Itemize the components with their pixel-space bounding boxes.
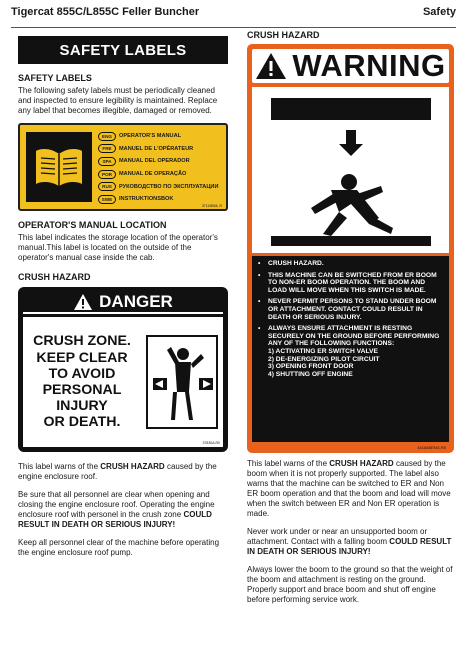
lower-boom-paragraph: Always lower the boom to the ground so that the weight of the boom and attachment is resting on the ground. Properly support and brace boom and shut off engine before performing service work.: [247, 565, 453, 604]
left-column: [18, 36, 228, 558]
label-part-number: 44184BENG.R0: [417, 445, 446, 450]
danger-label-description: This label warns of the CRUSH HAZARD caused by the engine enclosure roof.: [18, 462, 217, 481]
label-part-number: 37830A.R0: [202, 441, 220, 445]
danger-header: [23, 292, 223, 314]
warning-bullet: • NEVER PERMIT PERSONS TO STAND UNDER BOOM OR ATTACHMENT. CONTACT COULD RESULT IN DEATH OR SERIOUS INJURY.: [258, 298, 443, 321]
warning-bullet: • CRUSH HAZARD.: [258, 260, 443, 268]
warning-triangle-icon: [73, 293, 93, 311]
keep-clear-paragraph: Keep all personnel clear of the machine before operating the engine enclosure roof pump.: [18, 538, 220, 557]
book-icon: [26, 132, 92, 202]
language-list: [98, 130, 218, 206]
language-item: FRE MANUEL DE L'OPÉRATEUR: [98, 143, 218, 156]
warning-header: [252, 49, 449, 83]
warning-crush-hazard-label: [247, 44, 454, 453]
danger-body: [23, 317, 223, 447]
function-steps: 1) ACTIVATING ER SWITCH VALVE 2) DE-ENERGIZING PILOT CIRCUIT 3) OPENING FRONT DOOR 4) SHUTTING OFF ENGINE: [268, 347, 380, 378]
operators-manual-label: [18, 123, 228, 211]
intro-paragraph: The following safety labels must be periodically cleaned and inspected to ensure legibility is maintained. Replace any label that becomes illegible, damaged or removed.: [18, 86, 218, 115]
personnel-clear-paragraph: Be sure that all personnel are clear when opening and closing the engine enclosure roof. Operating the engine enclosure roof with personel in the crush zone COULD RESULT IN DEATH OR SERIOUS INJURY!: [18, 490, 215, 529]
language-item: RUS РУКОВОДСТВО ПО ЭКСПЛУАТАЦИИ: [98, 180, 218, 193]
language-item: SPA MANUAL DEL OPERADOR: [98, 155, 218, 168]
warning-word: WARNING: [292, 48, 446, 83]
manual-location-text: This label indicates the storage location of the operator's manual.This label is located on the outside of the operator's manual case inside the cab.: [18, 233, 218, 262]
language-item: POR MANUAL DE OPERAÇÃO: [98, 168, 218, 181]
right-column: [247, 30, 457, 605]
danger-crush-zone-label: [18, 287, 228, 452]
unsupported-boom-paragraph: Never work under or near an unsupported boom or attachment. Contact with a falling boom COULD RESULT IN DEATH OR SERIOUS INJURY!: [247, 527, 452, 556]
section-heading: SAFETY LABELS: [18, 73, 92, 83]
crush-hazard-heading: CRUSH HAZARD: [247, 30, 320, 40]
warning-text-panel: [252, 256, 449, 442]
label-part-number: 37119BML.R: [201, 204, 222, 208]
warning-bullet: • ALWAYS ENSURE ATTACHMENT IS RESTING SECURELY ON THE GROUND BEFORE PERFORMING ANY OF THE FOLLOWING FUNCTIONS:: [258, 325, 443, 348]
crush-person-icon: [141, 317, 223, 447]
section-name: Safety: [422, 6, 456, 18]
language-item: SWE INSTRUKTIONSBOK: [98, 193, 218, 206]
document-title: Tigercat 855C/L855C Feller Buncher: [11, 6, 200, 18]
crush-hazard-heading: CRUSH HAZARD: [18, 272, 91, 282]
danger-word: DANGER: [99, 292, 173, 311]
warning-label-description: This label warns of the CRUSH HAZARD caused by the boom when it is not properly supported. The label also warns that the machine can be switched to ER and Non ER boom operation and that the boom and load will move when the switch between ER and Non ER operation is made.: [247, 459, 451, 518]
warning-triangle-icon: [255, 52, 287, 80]
warning-bullet: • THIS MACHINE CAN BE SWITCHED FROM ER BOOM TO NON-ER BOOM OPERATION. THE BOOM AND LOAD WILL MOVE WHEN THIS SWITCH IS MADE.: [258, 272, 443, 295]
page-header: [11, 6, 456, 28]
falling-boom-crush-icon: [252, 87, 449, 253]
danger-message: CRUSH ZONE. KEEP CLEAR TO AVOID PERSONAL INJURY OR DEATH.: [33, 333, 131, 431]
safety-labels-banner: SAFETY LABELS: [18, 36, 228, 64]
language-item: ENG OPERATOR'S MANUAL: [98, 130, 218, 143]
manual-location-heading: OPERATOR'S MANUAL LOCATION: [18, 220, 167, 230]
